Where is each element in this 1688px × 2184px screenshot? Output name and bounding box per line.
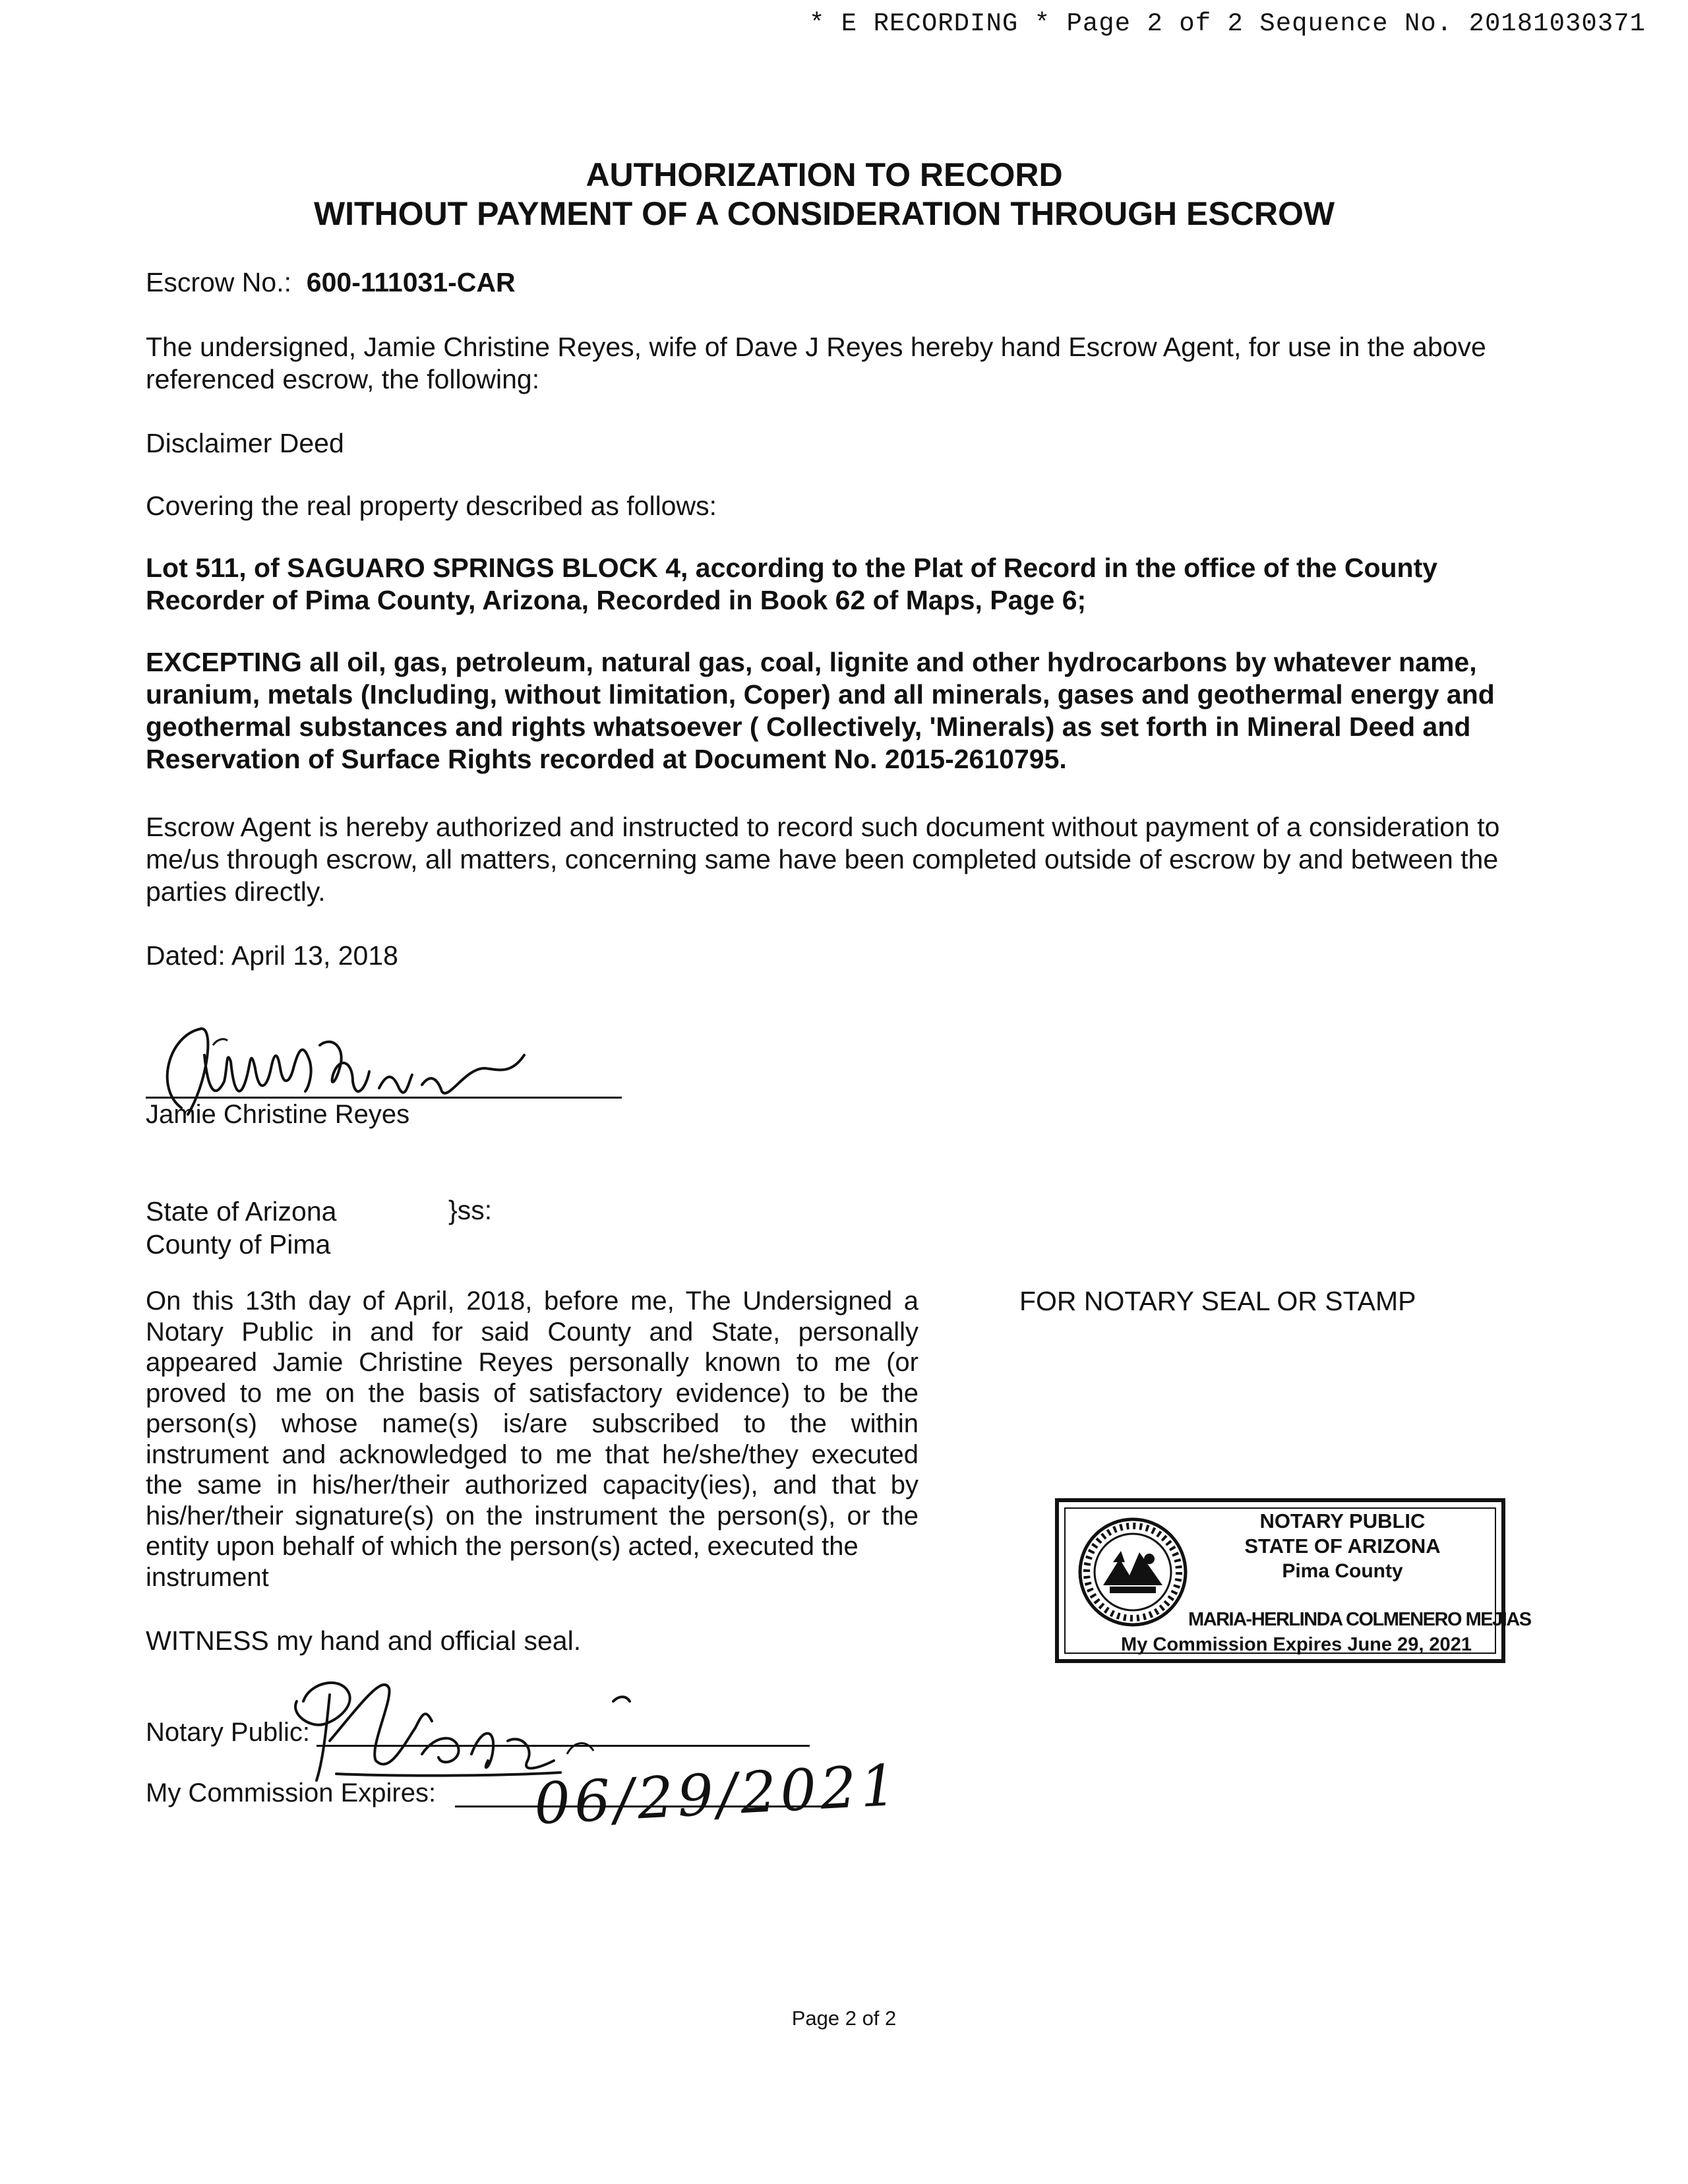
document-subtitle: WITHOUT PAYMENT OF A CONSIDERATION THROUGH ESCROW [313,195,1335,232]
signatory-name: Jamie Christine Reyes [146,1100,410,1129]
covering-paragraph: Covering the real property described as follows: [146,491,717,521]
witness-line: WITNESS my hand and official seal. [146,1625,582,1656]
venue-county: County of Pima [146,1229,331,1259]
document-type: Disclaimer Deed [146,428,344,458]
page-footer: Page 2 of 2 [791,2007,897,2030]
commission-handwritten-date: 06/29/2021 [532,1752,902,1838]
escrow-label: Escrow No.: [146,267,291,297]
signature-line [146,1097,622,1099]
stamp-line3: Pima County [1282,1560,1403,1582]
authorization-paragraph: Escrow Agent is hereby authorized and instructed to record such document without payment of a consideration to me/us through escrow, all matters, concerning same have been completed outside of escrow by and between the parties directly. [146,812,1500,907]
venue-ss: }ss: [448,1195,493,1225]
venue-state: State of Arizona [146,1196,337,1227]
venue-block [146,1195,336,1261]
acknowledgment-last-word: instrument [146,1562,269,1592]
state-seal-icon [1073,1513,1192,1631]
escrow-number: 600-111031-CAR [306,267,516,297]
escrow-number-line [146,266,1511,299]
stamp-line2: STATE OF ARIZONA [1244,1534,1441,1558]
commission-expires-label: My Commission Expires: [146,1778,437,1807]
excepting-paragraph: EXCEPTING all oil, gas, petroleum, natural gas, coal, lignite and other hydrocarbons by whatever name, uranium, metals (Including, without limitation, Coper) and all minerals, gases and geothermal energy and geothermal substances and rights whatsoever ( Collectively, 'Minerals) as set forth in Mineral Deed and Reservation of Surface Rights recorded at Document No. 2015-2610795. [146,647,1495,774]
stamp-line1: NOTARY PUBLIC [1259,1509,1426,1532]
dated-line: Dated: April 13, 2018 [146,940,398,971]
acknowledgment-text: On this 13th day of April, 2018, before me, The Undersigned a Notary Public in and for said County and State, personally appeared Jamie Christine Reyes personally known to me (or proved to me on the basis of satisfactory evidence) to be the person(s) whose name(s) is/are subscribed to the within instrument and acknowledged to me that he/she/they executed the same in his/her/their authorized capacity(ies), and that by his/her/their signature(s) on the instrument the person(s), or the entity upon behalf of which the person(s) acted, executed the [146,1287,919,1561]
recording-header: * E RECORDING * Page 2 of 2 Sequence No. 20181030371 [809,9,1646,38]
stamp-heading [1191,1509,1494,1584]
document-title: AUTHORIZATION TO RECORD [586,156,1063,193]
legal-description: Lot 511, of SAGUARO SPRINGS BLOCK 4, according to the Plat of Record in the office of the County Recorder of Pima County, Arizona, Recorded in Book 62 of Maps, Page 6; [146,553,1438,615]
undersigned-paragraph: The undersigned, Jamie Christine Reyes, wife of Dave J Reyes hereby hand Escrow Agent, for use in the above referenced escrow, the following: [146,332,1486,394]
seal-area-label: FOR NOTARY SEAL OR STAMP [1019,1286,1416,1316]
notary-stamp [1055,1498,1531,1663]
stamp-notary-name: MARIA-HERLINDA COLMENERO MEJIAS [1188,1609,1531,1630]
acknowledgment-paragraph [146,1286,919,1592]
stamp-expiration: My Commission Expires June 29, 2021 [1121,1634,1472,1655]
notary-public-label: Notary Public: [146,1718,310,1747]
